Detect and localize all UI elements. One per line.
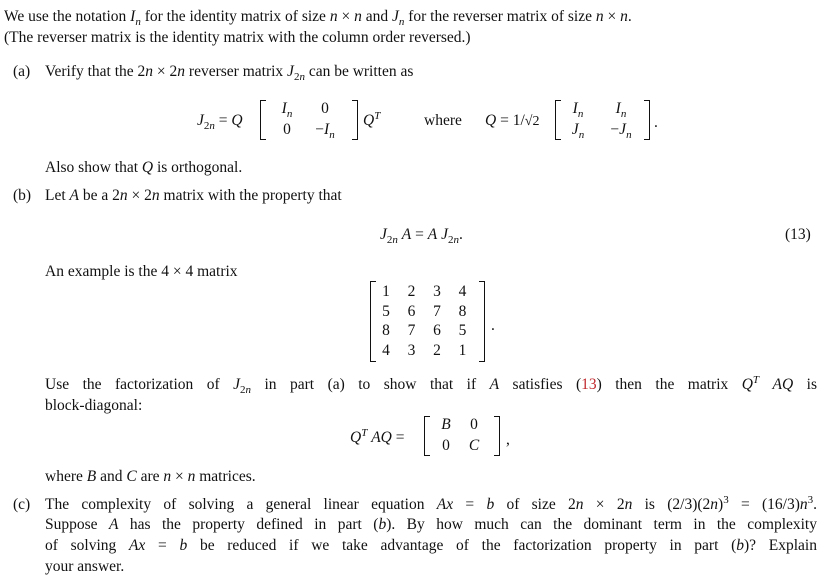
part-a-statement: Verify that the 2n × 2n reverser matrix $J_{2n}$ can be written as xyxy=(45,63,414,84)
intro-line-1: We use the notation $I_n$ for the identity matrix of size n × n and $J_n$ for the reverser matrix of size n × n. xyxy=(4,8,632,29)
example-matrix-cell: 4 xyxy=(458,283,467,300)
part-b-example-text: An example is the 4 × 4 matrix xyxy=(45,263,238,280)
part-a-followup: Also show that Q is orthogonal. xyxy=(45,159,243,176)
part-c-line-2: Suppose A has the property defined in part (b). By how much can the dominant term in the complexity xyxy=(45,516,817,533)
result-comma: , xyxy=(506,431,510,448)
part-c-line-1: The complexity of solving a general linear equation Ax = b of size 2n × 2n is $(2/3)(2n)^3 = (16/3)n^3$. xyxy=(45,493,818,513)
example-matrix-cell: 7 xyxy=(433,302,441,320)
q-matrix-cell: $I_n$ xyxy=(615,100,627,121)
right-bracket xyxy=(644,100,650,140)
left-bracket xyxy=(555,100,561,140)
result-matrix-cell: B xyxy=(441,416,451,433)
q-matrix-cell: $J_n$ xyxy=(571,121,585,142)
example-matrix-cell: 5 xyxy=(382,302,390,320)
part-c-line-4: your answer. xyxy=(45,558,125,575)
result-matrix-cell: C xyxy=(468,437,480,454)
part-c-line-3: of solving Ax = b be reduced if we take advantage of the factorization property in part (b)? Explain xyxy=(45,537,817,554)
result-matrix-cell: 0 xyxy=(470,416,478,433)
example-matrix-cell: 1 xyxy=(382,283,390,300)
example-matrix-cell: 3 xyxy=(407,341,416,359)
part-a-equation-lhs: $J_{2n} = Q$ xyxy=(197,112,243,133)
part-b-where-text: where B and C are n × n matrices. xyxy=(45,468,256,485)
example-matrix-cell: 1 xyxy=(458,341,467,359)
part-b-use-text-2: block-diagonal: xyxy=(45,397,143,414)
q-matrix-cell: $I_n$ xyxy=(572,100,584,121)
right-bracket xyxy=(352,100,358,140)
example-matrix-cell: 3 xyxy=(433,283,441,300)
part-b-label: (b) xyxy=(13,187,32,204)
example-matrix-cell: 8 xyxy=(382,322,390,339)
block-matrix-cell: $-I_n$ xyxy=(315,121,335,142)
block-matrix-cell: 0 xyxy=(283,121,291,138)
q-matrix-cell: $-J_n$ xyxy=(610,121,632,142)
part-a-label: (a) xyxy=(13,63,31,80)
intro-line-2: (The reverser matrix is the identity matrix with the column order reversed.) xyxy=(4,29,471,46)
result-matrix-cell: 0 xyxy=(442,437,450,454)
q-period: . xyxy=(654,114,658,131)
example-matrix-cell: 8 xyxy=(458,302,467,320)
left-bracket xyxy=(370,281,376,362)
part-b-use-text-1: Use the factorization of $J_{2n}$ in part (a) to show that if A satisfies (13) then the matrix $Q^T$ AQ is xyxy=(45,373,817,397)
example-matrix-cell: 4 xyxy=(382,341,390,359)
example-matrix-cell: 5 xyxy=(458,322,467,339)
example-matrix-cell: 2 xyxy=(433,341,441,359)
part-c-label: (c) xyxy=(13,496,31,513)
where-label: where xyxy=(424,112,462,129)
equation-number: (13) xyxy=(785,226,811,243)
example-matrix-cell: 6 xyxy=(407,302,416,320)
part-a-equation-rhs: $Q^T$ xyxy=(363,109,381,129)
block-matrix-cell: $I_n$ xyxy=(281,100,293,121)
left-bracket xyxy=(424,416,430,456)
left-bracket xyxy=(260,100,266,140)
right-bracket xyxy=(494,416,500,456)
example-matrix-cell: 2 xyxy=(407,283,416,300)
result-lhs: $Q^T$ AQ = xyxy=(350,426,405,446)
example-matrix-cell: 6 xyxy=(433,322,441,339)
matrix-period: . xyxy=(491,317,495,334)
block-matrix-cell: 0 xyxy=(321,100,329,117)
part-b-statement: Let A be a 2n × 2n matrix with the property that xyxy=(45,187,342,204)
q-definition: Q = 1/√2 xyxy=(485,112,540,129)
part-b-equation: $J_{2n}$ A = A $J_{2n}$. xyxy=(380,226,463,247)
example-matrix-cell: 7 xyxy=(407,322,416,339)
right-bracket xyxy=(479,281,485,362)
